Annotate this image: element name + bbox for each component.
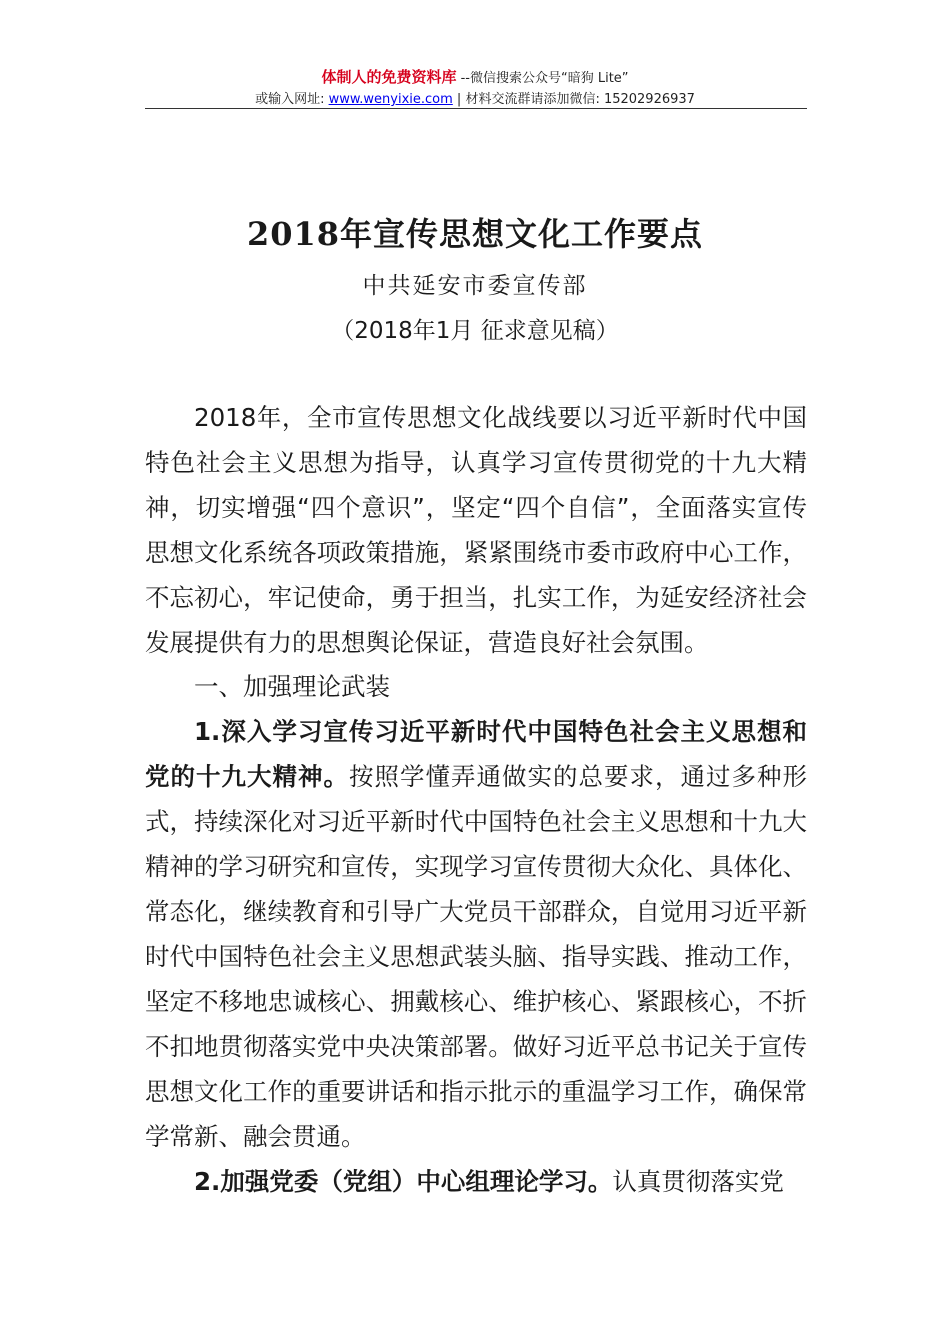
item-2-paragraph bbox=[145, 1159, 807, 1204]
header-url-line bbox=[0, 90, 950, 110]
item-1-paragraph bbox=[145, 709, 807, 1159]
intro-paragraph: 2018年，全市宣传思想文化战线要以习近平新时代中国特色社会主义思想为指导，认真学习宣传贯彻党的十九大精神，切实增强“四个意识”，坚定“四个自信”，全面落实宣传思想文化系统各项政策措施，紧紧围绕市委市政府中心工作，不忘初心，牢记使命，勇于担当，扎实工作，为延安经济社会发展提供有力的思想舆论保证，营造良好社会氛围。 bbox=[145, 403, 807, 657]
document-draft-note: （2018年1月 征求意见稿） bbox=[331, 318, 619, 344]
item-1-body: 按照学懂弄通做实的总要求，通过多种形式，持续深化对习近平新时代中国特色社会主义思想和十九大精神的学习研究和宣传，实现学习宣传贯彻大众化、具体化、常态化，继续教育和引导广大党员干部群众，自觉用习近平新时代中国特色社会主义思想武装头脑、指导实践、推动工作，坚定不移地忠诚核心、拥戴核心、维护核心、紧跟核心，不折不扣地贯彻落实党中央决策部署。做好习近平总书记关于宣传思想文化工作的重要讲话和指示批示的重温学习工作，确保常学常新、融会贯通。 bbox=[145, 762, 807, 1151]
item-2-body: 认真贯彻落实党 bbox=[612, 1167, 784, 1196]
item-2-heading: 2.加强党委（党组）中心组理论学习。 bbox=[194, 1167, 613, 1196]
document-title: 2018年宣传思想文化工作要点 bbox=[246, 215, 704, 253]
section-heading: 一、加强理论武装 bbox=[194, 672, 390, 701]
item-1-heading: 1.深入学习宣传习近平新时代中国特色社会主义思想和党的十九大精神。 bbox=[145, 717, 807, 791]
header-promo-line bbox=[0, 66, 950, 90]
page-header bbox=[0, 66, 950, 110]
header-divider bbox=[145, 108, 807, 109]
header-brand: 体制人的免费资料库 bbox=[321, 68, 457, 86]
document-author: 中共延安市委宣传部 bbox=[362, 273, 588, 299]
header-brand-suffix: --微信搜索公众号“暗狗 Lite” bbox=[456, 71, 629, 86]
header-url-link[interactable]: www.wenyixie.com bbox=[328, 92, 453, 107]
header-url-suffix: | 材料交流群请添加微信: 15202926937 bbox=[452, 92, 695, 107]
header-url-prefix: 或输入网址: bbox=[255, 92, 329, 107]
